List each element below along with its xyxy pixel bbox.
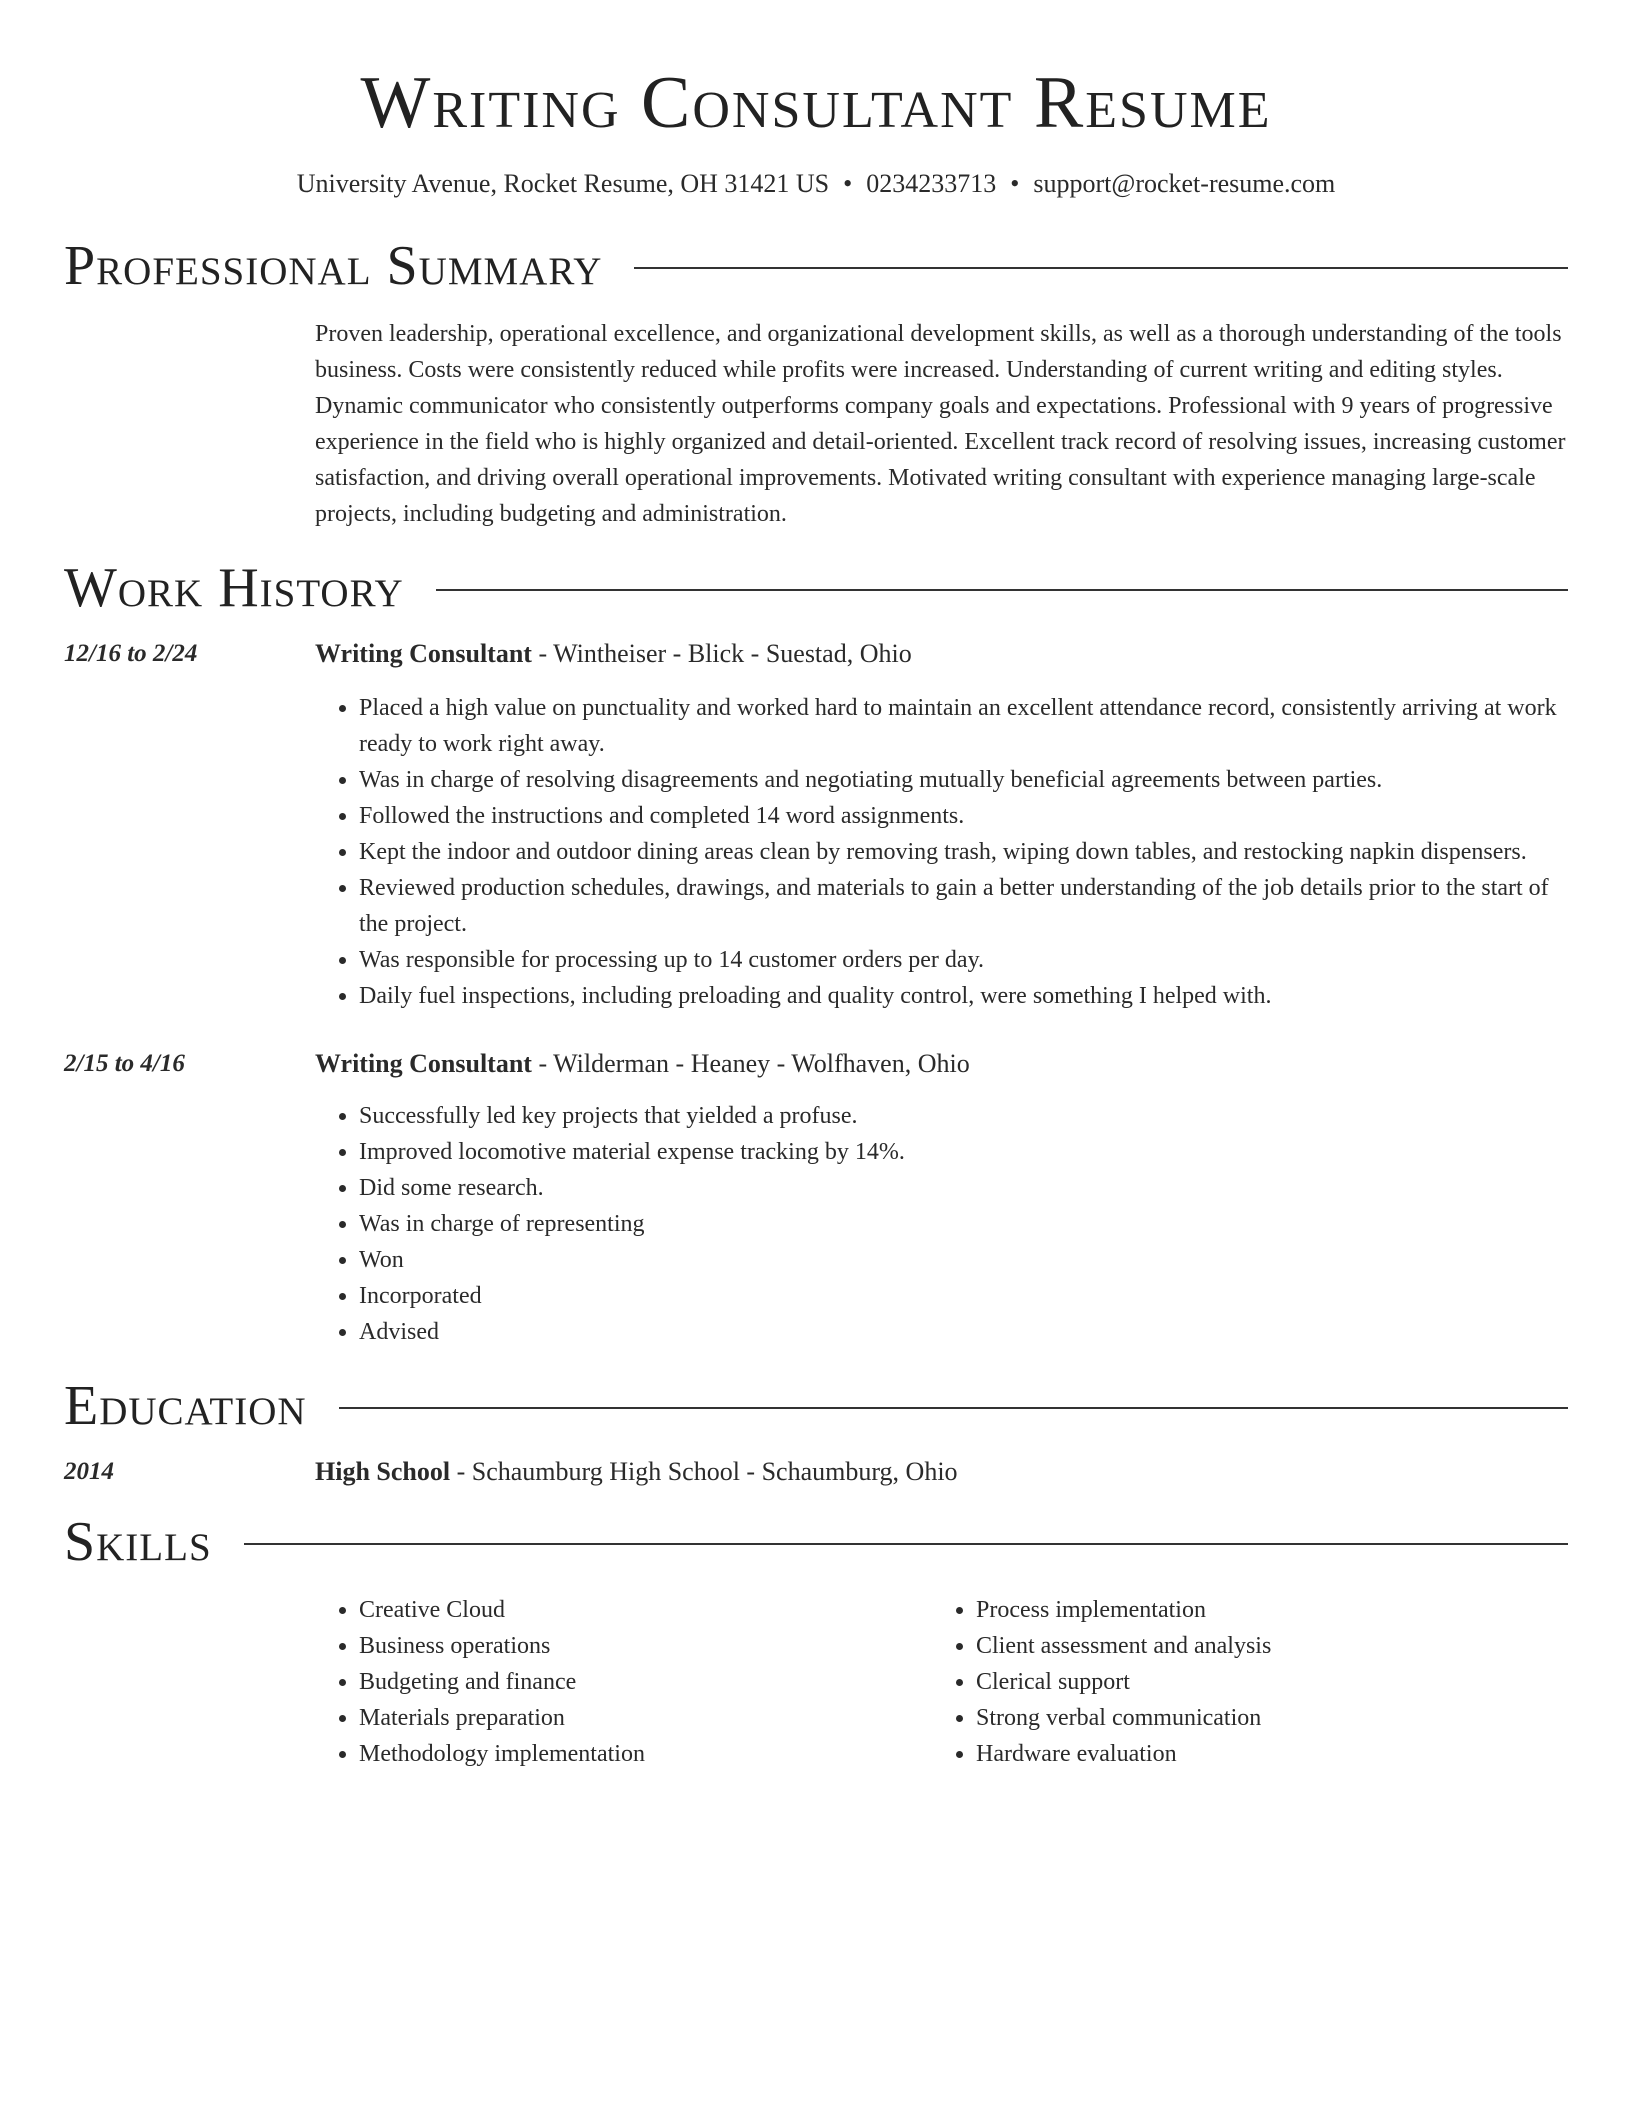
contact-email: support@rocket-resume.com [1033, 169, 1336, 198]
list-item: • Was in charge of representing [359, 1206, 1568, 1242]
job-title: Writing Consultant [315, 639, 532, 668]
contact-line [64, 168, 1568, 200]
job-content [315, 1046, 1568, 1350]
job-bullets [315, 1098, 1568, 1350]
section-rule [339, 1407, 1568, 1409]
job-dates: 2/15 to 4/16 [64, 1050, 185, 1077]
list-item: • Advised [359, 1314, 1568, 1350]
list-item: • Placed a high value on punctuality and worked hard to maintain an excellent attendance record, consistently arriving at work ready to work right away. [359, 690, 1568, 762]
summary-text: Proven leadership, operational excellence, and organizational development skills, as well as a thorough understanding of the tools business. Costs were consistently reduced while profits were increased. Understanding of current writing and editing styles. Dynamic communicator who consistently outperforms company goals and expectations. Professional with 9 years of progressive experience in the field who is highly organized and detail-oriented. Excellent track record of resolving issues, increasing customer satisfaction, and driving overall operational improvements. Motivated writing consultant with experience managing large-scale projects, including budgeting and administration. [315, 321, 1566, 527]
section-heading: Work History [64, 557, 404, 619]
resume-title: Writing Consultant Resume [360, 62, 1272, 144]
job-company: - Wilderman - Heaney - Wolfhaven, Ohio [531, 1049, 970, 1078]
list-item: • Followed the instructions and completed 14 word assignments. [359, 798, 1568, 834]
skills-list-left [315, 1592, 932, 1772]
list-item: • Business operations [359, 1628, 932, 1664]
list-item: • Improved locomotive material expense tracking by 14%. [359, 1134, 1568, 1170]
job-entry [64, 636, 1568, 1014]
list-item: • Won [359, 1242, 1568, 1278]
list-item: • Kept the indoor and outdoor dining areas clean by removing trash, wiping down tables, and restocking napkin dispensers. [359, 834, 1568, 870]
list-item: • Creative Cloud [359, 1592, 932, 1628]
list-item: • Reviewed production schedules, drawings, and materials to gain a better understanding of the job details prior to the start of the project. [359, 870, 1568, 942]
list-item: • Was responsible for processing up to 14 customer orders per day. [359, 942, 1568, 978]
education-line [315, 1454, 1568, 1490]
skills-columns [315, 1592, 1568, 1772]
education-year: 2014 [64, 1458, 114, 1485]
list-item: • Daily fuel inspections, including preloading and quality control, were something I helped with. [359, 978, 1568, 1014]
list-item: • Hardware evaluation [976, 1736, 1549, 1772]
section-heading: Education [64, 1375, 307, 1437]
section-professional-summary [64, 234, 1568, 298]
job-title-line [315, 1046, 1568, 1082]
section-rule [244, 1543, 1568, 1545]
section-work-history [64, 556, 1568, 620]
contact-separator: • [1010, 169, 1020, 198]
education-content [315, 1454, 1568, 1490]
job-company: - Wintheiser - Blick - Suestad, Ohio [531, 639, 912, 668]
resume-page [64, 0, 1568, 1772]
list-item: • Incorporated [359, 1278, 1568, 1314]
education-entry [64, 1454, 1568, 1490]
list-item: • Was in charge of resolving disagreements and negotiating mutually beneficial agreements between parties. [359, 762, 1568, 798]
list-item: • Did some research. [359, 1170, 1568, 1206]
section-skills [64, 1510, 1568, 1574]
contact-separator: • [843, 169, 853, 198]
section-heading: Professional Summary [64, 235, 603, 297]
list-item: • Budgeting and finance [359, 1664, 932, 1700]
section-heading: Skills [64, 1511, 212, 1573]
section-rule [436, 589, 1568, 591]
job-content [315, 636, 1568, 1014]
job-title: Writing Consultant [315, 1049, 532, 1078]
section-rule [634, 267, 1568, 269]
contact-phone: 0234233713 [866, 169, 997, 198]
list-item: • Materials preparation [359, 1700, 932, 1736]
job-entry [64, 1046, 1568, 1350]
section-education [64, 1374, 1568, 1438]
education-school: - Schaumburg High School - Schaumburg, Ohio [450, 1457, 958, 1486]
job-bullets [315, 690, 1568, 1014]
list-item: • Clerical support [976, 1664, 1549, 1700]
job-title-line [315, 636, 1568, 672]
education-degree: High School [315, 1457, 451, 1486]
skills-list-right [932, 1592, 1549, 1772]
list-item: • Process implementation [976, 1592, 1549, 1628]
list-item: • Strong verbal communication [976, 1700, 1549, 1736]
contact-address: University Avenue, Rocket Resume, OH 31421 US [296, 169, 830, 198]
list-item: • Successfully led key projects that yielded a profuse. [359, 1098, 1568, 1134]
job-dates: 12/16 to 2/24 [64, 640, 198, 667]
list-item: • Client assessment and analysis [976, 1628, 1549, 1664]
list-item: • Methodology implementation [359, 1736, 932, 1772]
